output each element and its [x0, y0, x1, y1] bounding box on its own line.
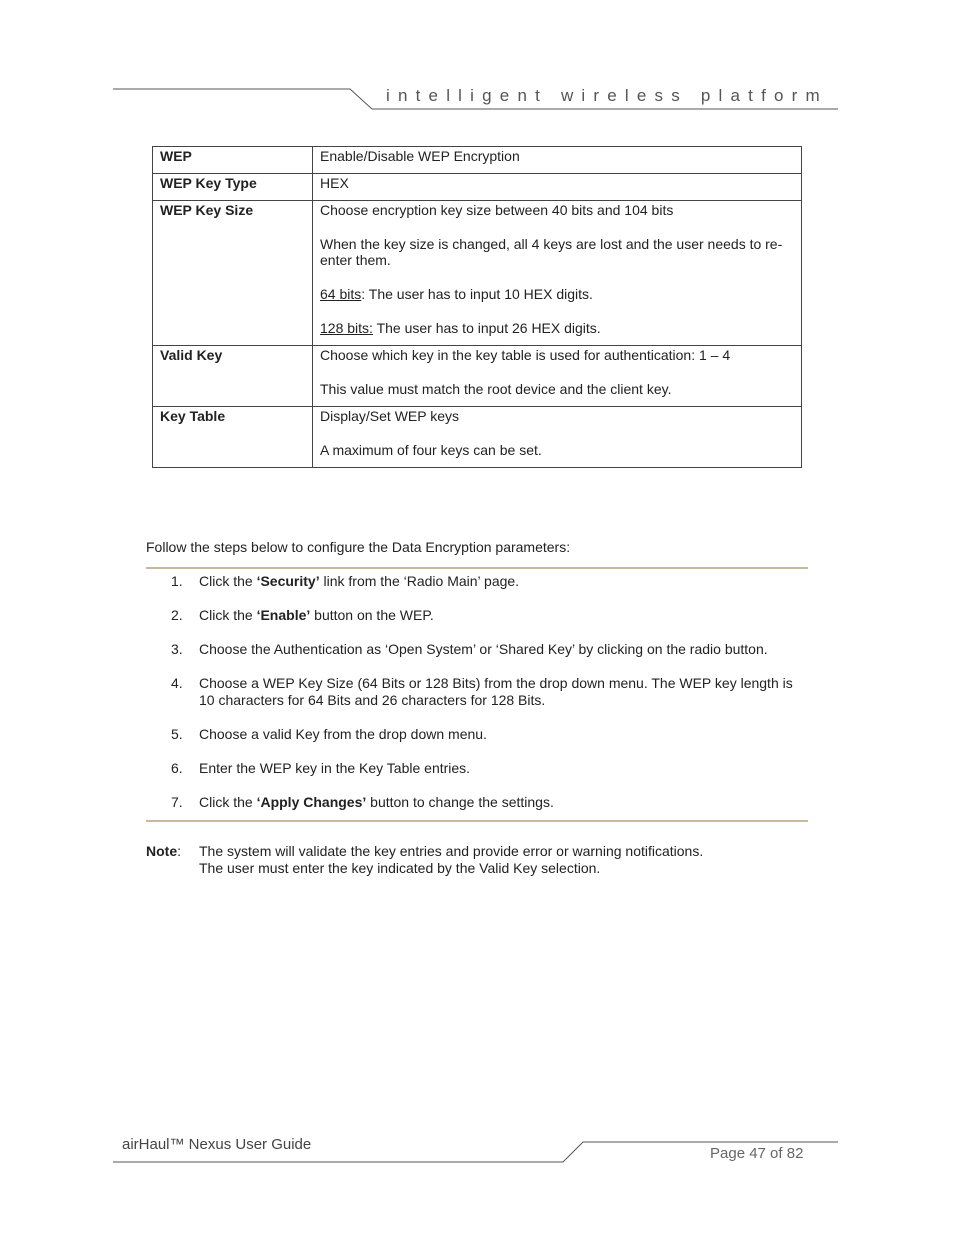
- note-line: The system will validate the key entries and provide error or warning notifications.: [199, 843, 704, 859]
- table-row: [153, 174, 802, 201]
- param-desc-line: A maximum of four keys can be set.: [320, 442, 542, 458]
- param-desc-line: Choose which key in the key table is used for authentication: 1 – 4: [320, 347, 731, 363]
- param-desc-line: Choose encryption key size between 40 bits and 104 bits: [320, 202, 674, 218]
- step-number: 6.: [171, 760, 183, 776]
- param-name: Valid Key: [153, 346, 313, 407]
- param-desc-line: Enable/Disable WEP Encryption: [320, 148, 520, 164]
- param-desc-line: This value must match the root device and the client key.: [320, 381, 672, 397]
- note-label: [146, 843, 181, 860]
- divider-rule: [146, 820, 808, 822]
- step-text: Click the: [199, 573, 257, 589]
- step-text: Enter the WEP key in the Key Table entries.: [199, 760, 471, 776]
- param-name: WEP Key Size: [153, 201, 313, 346]
- param-desc-line: [320, 320, 794, 336]
- param-desc-line: [320, 286, 794, 302]
- step-text: Choose a valid Key from the drop down menu.: [199, 726, 487, 742]
- step-number: 3.: [171, 641, 183, 657]
- step-number: 5.: [171, 726, 183, 742]
- footer-page-number: Page 47 of 82: [710, 1145, 804, 1162]
- step-emphasis: ‘Enable’: [256, 607, 311, 623]
- table-row: [153, 407, 802, 468]
- param-desc-line: HEX: [320, 175, 349, 191]
- step-item: [146, 675, 808, 709]
- note-line: The user must enter the key indicated by the Valid Key selection.: [199, 860, 601, 876]
- step-number: 4.: [171, 675, 183, 691]
- step-number: 7.: [171, 794, 183, 810]
- step-text: link from the ‘Radio Main’ page.: [319, 573, 520, 589]
- param-desc: [313, 407, 802, 468]
- table-row: [153, 346, 802, 407]
- step-item: [146, 607, 808, 624]
- parameter-table: [152, 146, 802, 468]
- step-text: button to change the settings.: [366, 794, 554, 810]
- param-name: Key Table: [153, 407, 313, 468]
- note-colon: :: [177, 843, 182, 859]
- bits64-label: 64 bits: [320, 286, 362, 302]
- bits128-text: The user has to input 26 HEX digits.: [372, 320, 601, 336]
- step-text: Click the: [199, 607, 257, 623]
- step-text: button on the WEP.: [310, 607, 434, 623]
- param-name: WEP: [153, 147, 313, 174]
- step-item: [146, 573, 808, 590]
- step-item: [146, 794, 808, 811]
- param-desc-line: When the key size is changed, all 4 keys are lost and the user needs to re-enter them.: [320, 236, 783, 268]
- step-text: Click the: [199, 794, 257, 810]
- param-desc: [313, 174, 802, 201]
- param-name: WEP Key Type: [153, 174, 313, 201]
- footer-document-title: airHaul™ Nexus User Guide: [122, 1136, 312, 1153]
- table-row: [153, 201, 802, 346]
- param-desc: [313, 201, 802, 346]
- note-label-text: Note: [146, 843, 178, 859]
- header-tagline: intelligent wireless platform: [386, 86, 828, 105]
- step-item: [146, 641, 808, 658]
- step-number: 2.: [171, 607, 183, 623]
- table-row: [153, 147, 802, 174]
- step-text: Choose the Authentication as ‘Open System’ or ‘Shared Key’ by clicking on the radio button.: [199, 641, 768, 657]
- steps-intro: Follow the steps below to configure the Data Encryption parameters:: [146, 539, 571, 555]
- bits128-label: 128 bits:: [320, 320, 373, 336]
- steps-list: [146, 573, 808, 828]
- step-number: 1.: [171, 573, 183, 589]
- step-item: [146, 760, 808, 777]
- step-emphasis: ‘Security’: [256, 573, 320, 589]
- param-desc: [313, 346, 802, 407]
- note-body: [199, 843, 819, 877]
- param-desc-line: Display/Set WEP keys: [320, 408, 460, 424]
- step-text: Choose a WEP Key Size (64 Bits or 128 Bits) from the drop down menu. The WEP key length is 10 characters for 64 Bits and 26 characters for 128 Bits.: [199, 675, 793, 708]
- bits64-text: : The user has to input 10 HEX digits.: [361, 286, 593, 302]
- step-emphasis: ‘Apply Changes’: [256, 794, 367, 810]
- step-item: [146, 726, 808, 743]
- param-desc: [313, 147, 802, 174]
- divider-rule: [146, 567, 808, 569]
